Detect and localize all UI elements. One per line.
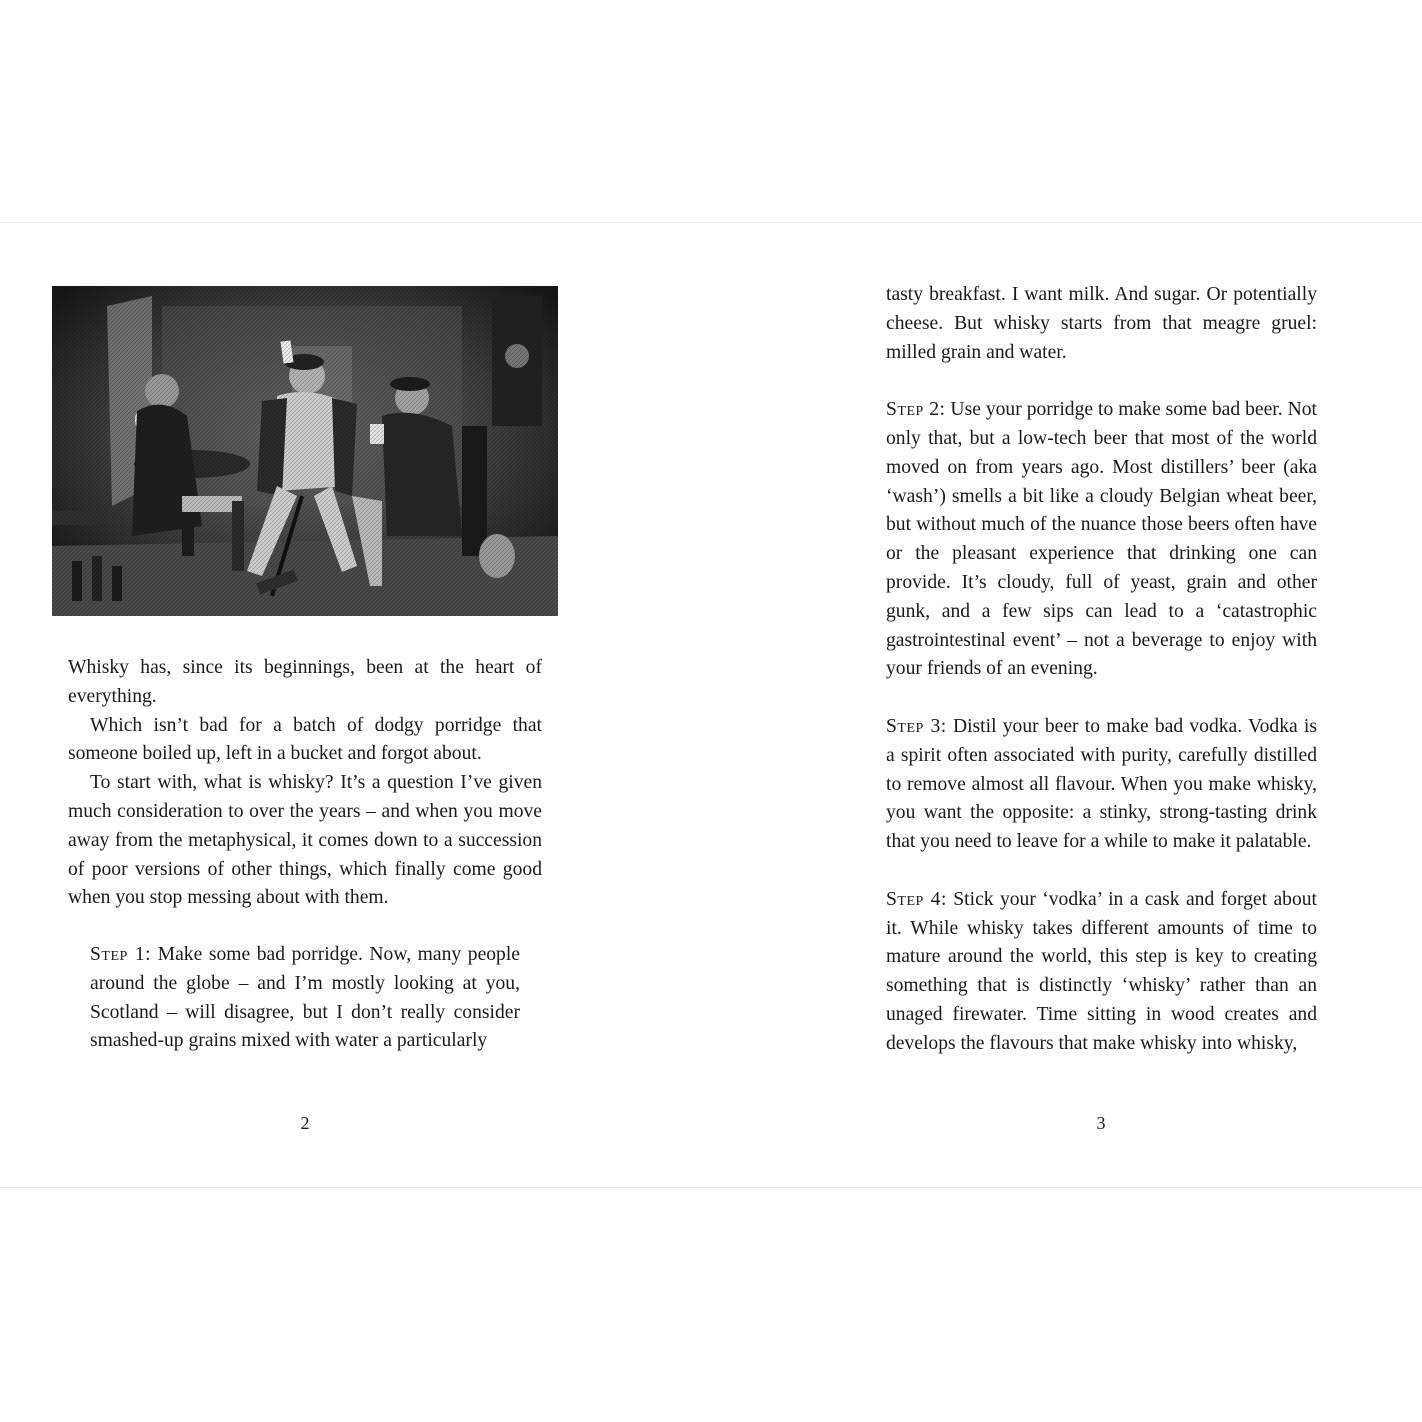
bottom-divider	[0, 1187, 1422, 1188]
continuation-paragraph: tasty breakfast. I want milk. And sugar. Or potentially cheese. But whisky starts from that meagre gruel: milled grain and water.	[886, 284, 1317, 363]
step-1-block	[90, 941, 520, 1056]
step-1-label: Step 1:	[90, 944, 152, 965]
right-page	[711, 223, 1422, 1187]
engraving-illustration	[52, 286, 558, 616]
left-page	[0, 223, 711, 1187]
step-2-paragraph	[886, 396, 1317, 684]
left-body-text	[68, 654, 542, 913]
step-4-paragraph	[886, 886, 1317, 1059]
step-4-label: Step 4:	[886, 888, 947, 910]
paragraph-1: Whisky has, since its beginnings, been at the heart of everything.	[68, 657, 542, 707]
right-body-text	[886, 281, 1317, 1059]
step-3-label: Step 3:	[886, 715, 947, 737]
step-1-text: Make some bad porridge. Now, many people around the globe – and I’m mostly looking at you, Scotland – will disagree, but I don’t really consider smashed-up grains mixed with water a particularly	[90, 944, 520, 1052]
step-3-text: Distil your beer to make bad vodka. Vodka is a spirit often associated with purity, carefully distilled to remove almost all flavour. When you make whisky, you want the opposite: a stinky, strong-tasting drink that you need to leave for a while to make it palatable.	[886, 715, 1317, 853]
step-2-text: Use your porridge to make some bad beer. Not only that, but a low-tech beer that most of the world moved on from years ago. Most distillers’ beer (aka ‘wash’) smells a bit like a cloudy Belgian wheat beer, but without much of the nuance those beers often have or the pleasant experience that drinking one can provide. It’s cloudy, full of yeast, grain and other gunk, and a few sips can lead to a ‘catastrophic gastrointestinal event’ – not a beverage to enjoy with your friends of an evening.	[886, 399, 1317, 680]
paragraph-3: To start with, what is whisky? It’s a question I’ve given much consideration to over the years – and when you move away from the metaphysical, it comes down to a succession of poor versions of other things, which finally come good when you stop messing about with them.	[68, 772, 542, 909]
paragraph-2: Which isn’t bad for a batch of dodgy porridge that someone boiled up, left in a bucket and forgot about.	[68, 714, 542, 765]
step-4-text: Stick your ‘vodka’ in a cask and forget about it. While whisky takes different amounts of time to mature around the world, this step is key to creating something that is distinctly ‘whisky’ rather than an unaged firewater. Time sitting in wood creates and develops the flavours that make whisky into whisky,	[886, 888, 1317, 1054]
step-1-paragraph	[90, 941, 520, 1056]
step-3-paragraph	[886, 713, 1317, 857]
step-2-label: Step 2:	[886, 399, 946, 421]
page-number-left: 2	[300, 1113, 310, 1133]
page-number-right: 3	[1096, 1113, 1106, 1133]
